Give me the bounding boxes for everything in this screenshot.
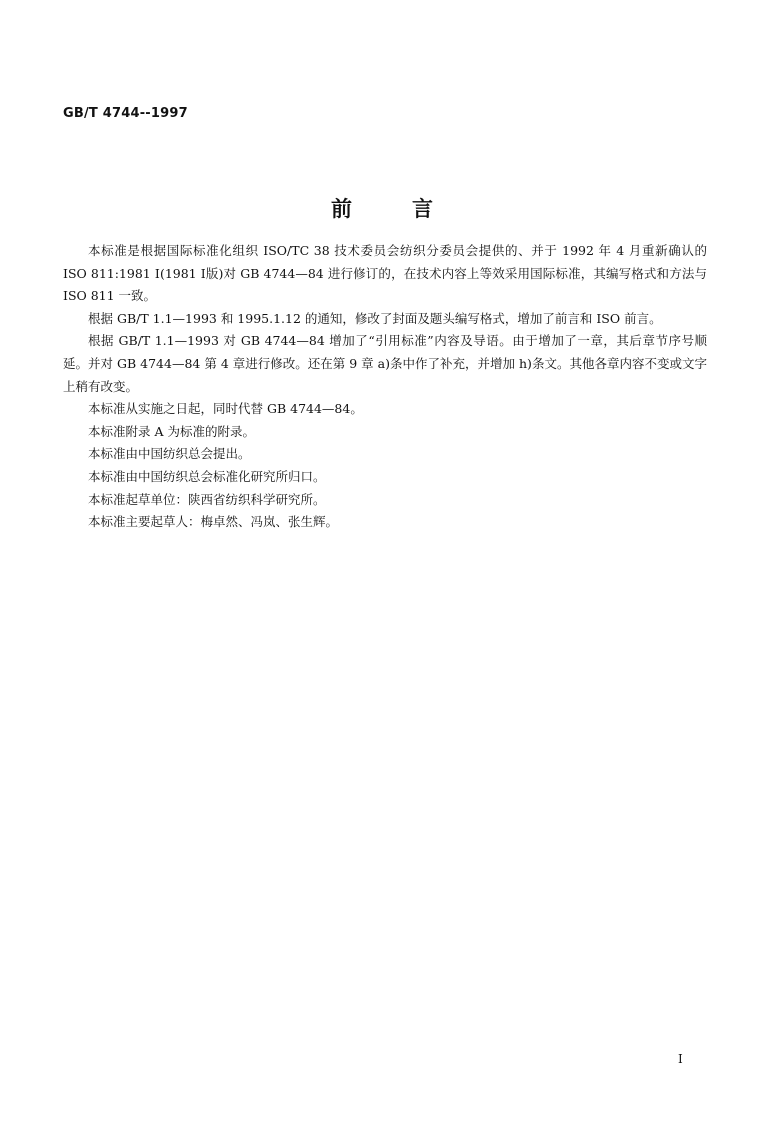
page-number: I [678, 1052, 683, 1066]
paragraph-3: 根据 GB/T 1.1—1993 对 GB 4744—84 增加了“引用标准”内容及导语。由于增加了一章，其后章节序号顺延。并对 GB 4744—84 第 4 章进行修改。还在第 9 章 a)条中作了补充，并增加 h)条文。其他各章内容不变或文字上稍有改变。 [63, 333, 707, 394]
paragraph-9: 本标准主要起草人：梅卓然、冯岚、张生辉。 [88, 514, 339, 530]
paragraph-5: 本标准附录 A 为标准的附录。 [88, 423, 255, 439]
paragraph-4: 本标准从实施之日起，同时代替 GB 4744—84。 [88, 401, 363, 417]
paragraph-7: 本标准由中国纺织总会标准化研究所归口。 [88, 468, 326, 484]
paragraph-6: 本标准由中国纺织总会提出。 [88, 446, 251, 462]
paragraph-8: 本标准起草单位：陕西省纺织科学研究所。 [88, 491, 326, 507]
title-char-2: 言 [412, 197, 433, 221]
standard-code: GB/T 4744--1997 [63, 106, 188, 121]
foreword-body [63, 240, 707, 534]
paragraph-2: 根据 GB/T 1.1—1993 和 1995.1.12 的通知，修改了封面及题头编写格式，增加了前言和 ISO 前言。 [88, 310, 662, 326]
title-char-1: 前 [331, 197, 352, 221]
paragraph-1: 本标准是根据国际标准化组织 ISO/TC 38 技术委员会纺织分委员会提供的、并于 1992 年 4 月重新确认的 ISO 811:1981 Ⅰ(1981 Ⅰ版)对 GB 4744—84 进行修订的，在技术内容上等效采用国际标准，其编写格式和方法与 ISO 811 一致。 [63, 243, 707, 304]
